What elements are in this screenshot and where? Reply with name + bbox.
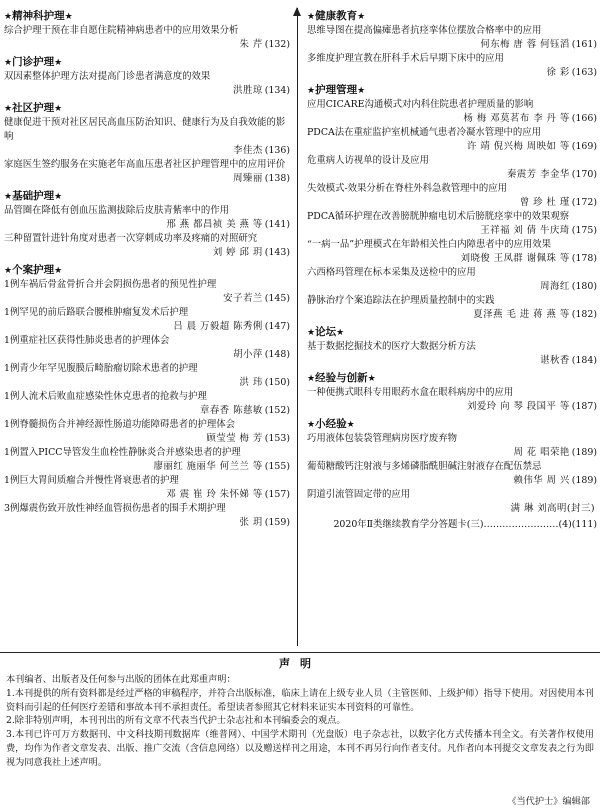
entry-title: 三种留置针进针角度对患者一次穿刺成功率及疼痛的对照研究 [4,233,258,244]
entry-author: 刘 婷 邱 玥 [212,247,263,258]
entry-page: (143) [264,247,290,258]
entry-author: 赖伟华 周 兴 [513,475,570,486]
toc-entry [307,126,597,154]
continuing-education-line: 2020年Ⅱ类继续教育学分答题卡(三)……………………(4)(111) [333,519,597,530]
entry-meta [307,140,597,154]
entry-title: 多维度护理宣教在肝科手术后早期下床中的应用 [307,53,504,64]
toc-entry [4,70,290,98]
section-heading-text: 论坛 [315,326,337,338]
star-icon: ★ [4,58,13,68]
section-heading [4,262,290,278]
entry-meta [4,348,290,362]
entry-author: 谌秋香 [540,355,570,366]
toc-entry [4,158,290,186]
toc-entry [4,306,290,334]
section-heading-text: 个案护理 [12,264,55,276]
toc-section [4,54,290,98]
entry-author: 满 琳 刘高明(封三) [510,503,595,514]
entry-title: 1例巨大胃间质瘤合并慢性肾衰患者的护理 [4,475,179,486]
entry-title: 失效模式-效果分析在脊柱外科急救管理中的应用 [307,183,508,194]
entry-author: 秦震芳 李金华 [507,169,570,180]
toc-entry [307,238,597,266]
star-icon: ★ [357,86,366,96]
entry-author: 邢 燕 都昌祯 美 燕 等 [166,219,263,230]
toc-entry [307,182,597,210]
entry-page: (187) [571,401,597,412]
entry-page: (161) [571,39,597,50]
entry-meta [307,446,597,460]
entry-page: (147) [264,321,290,332]
entry-title: 危重病人访视单的设计及应用 [307,155,429,166]
entry-author: 周 花 唱荣艳 [513,447,570,458]
entry-meta [307,38,597,52]
star-icon: ★ [4,192,13,202]
statement-item-3: 3.本刊已许可万方数据刊、中文科技期刊数据库（维普网）、中国学术期刊（光盘版）电子杂志社，以数字化方式传播本刊全文。有关著作权使用费，均作为作者文章发表、出版、推广交流（含信息网络）以及赠送样刊之用途，本刊不再另行向作者支付。凡作者向本刊提交文章发表之行为即视为同意我社上述声明。 [6,729,594,768]
entry-title: PDCA循环护理在改善膀胱肿瘤电切术后膀胱痉挛中的效果观察 [307,211,570,222]
toc-section [307,416,597,516]
star-icon: ★ [64,12,73,22]
star-icon: ★ [307,12,316,22]
entry-author: 洪 玮 [239,377,263,388]
entry-title: 1例重症社区获得性肺炎患者的护理体会 [4,335,170,346]
section-heading [4,8,290,24]
entry-page: (138) [264,173,290,184]
entry-page: (189) [571,475,597,486]
section-heading [307,416,597,432]
toc-entry [307,340,597,368]
section-heading-text: 门诊护理 [12,56,55,68]
entry-title: “一病一品”护理模式在年龄相关性白内障患者中的应用效果 [307,239,551,250]
toc-entry [4,446,290,474]
star-icon: ★ [307,328,316,338]
entry-author: 刘晓俊 王凤群 谢佩珠 等 [460,253,570,264]
entry-title: 巧用液体包装袋管理病房医疗废弃物 [307,433,458,444]
entry-page: (180) [571,281,597,292]
toc-entry [4,204,290,232]
toc-entry [307,460,597,488]
entry-page: (155) [264,461,290,472]
toc-section [4,262,290,530]
toc-entry [307,210,597,238]
entry-meta [307,400,597,414]
entry-title: 1例罕见的前后路联合腰椎肿瘤复发术后护理 [4,307,189,318]
entry-meta [4,218,290,232]
entry-page: (159) [264,517,290,528]
entry-title: 3例爆震伤致开放性神经血管损伤患者的围手术期护理 [4,503,226,514]
entry-author: 曾 珍 杜 瑾 [519,197,570,208]
entry-title: 健康促进干预对社区居民高血压防治知识、健康行为及自我效能的影响 [4,117,286,142]
entry-meta [307,196,597,210]
section-heading [4,54,290,70]
entry-meta [4,516,290,530]
section-heading-text: 精神科护理 [12,10,65,22]
entry-page: (189) [571,447,597,458]
entry-author: 刘爱玲 向 琴 段国平 等 [466,401,570,412]
entry-title: 1例车祸后骨盆骨折合并会阴损伤患者的预见性护理 [4,279,217,290]
entry-page: (182) [571,309,597,320]
toc-entry [307,294,597,322]
entry-page: (134) [264,85,290,96]
section-heading [307,82,597,98]
toc-entry [307,154,597,182]
star-icon: ★ [367,374,376,384]
entry-page: (170) [571,169,597,180]
toc-entry [307,488,597,516]
toc-entry [307,98,597,126]
star-icon: ★ [54,104,63,114]
toc-entry [4,362,290,390]
entry-title: 阴道引流管固定带的应用 [307,489,411,500]
entry-meta [307,112,597,126]
entry-meta [4,246,290,260]
entry-author: 安子若兰 [223,293,263,304]
entry-title: 1例青少年罕见腹膜后畸胎瘤切除术患者的护理 [4,363,198,374]
toc-entry [4,278,290,306]
section-heading [307,370,597,386]
entry-page: (148) [264,349,290,360]
toc-entry [4,24,290,52]
entry-page: (178) [571,253,597,264]
entry-page: (145) [264,293,290,304]
entry-author: 张 玥 [239,517,263,528]
statement-title: 声明 [279,657,321,670]
entry-meta [307,308,597,322]
statement-item-2: 2.除非特别声明，本刊刊出的所有文章不代表当代护士杂志社和本刊编委会的观点。 [6,715,346,727]
entry-page: (136) [264,145,290,156]
entry-title: 1例脊髓损伤合并神经源性肠道功能障碍患者的护理体会 [4,419,235,430]
entry-page: (166) [571,113,597,124]
toc-entry [4,418,290,446]
entry-title: 品管圈在降低有创血压监测拔除后皮肤青紫率中的作用 [4,205,230,216]
star-icon: ★ [4,266,13,276]
entry-title: 静脉治疗个案追踪法在护理质量控制中的实践 [307,295,495,306]
entry-author: 周海红 [540,281,570,292]
toc-section [4,188,290,260]
toc-entry [4,334,290,362]
entry-author: 何东梅 唐 蓉 何钰滔 [480,39,570,50]
entry-author: 章春香 陈慈敏 [200,405,263,416]
entry-page: (152) [264,405,290,416]
entry-author: 许 靖 倪兴梅 周映如 等 [466,141,570,152]
entry-title: 一种便携式眼科专用眼药水盒在眼科病房中的应用 [307,387,514,398]
toc-entry [307,432,597,460]
entry-meta [4,460,290,474]
entry-title: 家庭医生签约服务在实施老年高血压患者社区护理管理中的应用评价 [4,159,286,170]
star-icon: ★ [307,420,316,430]
toc-section [307,8,597,80]
toc-entry [307,386,597,414]
entry-author: 朱 芹 [239,39,263,50]
entry-author: 徐 彩 [546,67,570,78]
star-icon: ★ [336,328,345,338]
toc-left-column [4,8,290,648]
toc-entry [307,52,597,80]
star-icon: ★ [346,420,355,430]
section-heading [307,324,597,340]
entry-meta [4,488,290,502]
section-heading-text: 小经验 [315,418,347,430]
entry-title: 1例人流术后败血症感染性休克患者的抢救与护理 [4,391,207,402]
entry-title: PDCA法在重症监护室机械通气患者冷凝水管理中的应用 [307,127,542,138]
entry-author: 顾莹莹 梅 芳 [206,433,263,444]
entry-page: (172) [571,197,597,208]
entry-page: (163) [571,67,597,78]
entry-author: 杨 梅 邓莫茗布 李 丹 等 [463,113,570,124]
entry-author: 胡小萍 [233,349,263,360]
entry-page: (169) [571,141,597,152]
entry-author: 廖丽红 施丽华 何兰兰 等 [153,461,263,472]
column-divider-arrow [297,8,298,646]
section-heading-text: 社区护理 [12,102,55,114]
section-heading-text: 基础护理 [12,190,55,202]
toc-entry [307,266,597,294]
statement-signature: 《当代护士》编辑部 [507,796,590,807]
toc-entry [307,24,597,52]
toc-right-column [307,8,597,648]
entry-title: 基于数据挖掘技术的医疗大数据分析方法 [307,341,476,352]
entry-author: 吕 晨 万毅超 陈秀俐 [173,321,263,332]
entry-meta [4,376,290,390]
star-icon: ★ [4,104,13,114]
entry-title: 应用CICARE沟通模式对内科住院患者护理质量的影响 [307,99,534,110]
entry-meta [307,354,597,368]
toc-section [4,100,290,186]
statement-item-1: 1.本刊提供的所有资料都是经过严格的审稿程序，并符合出版标准，临床上请在上级专业人员（主管医师、上级护师）指导下使用。对因使用本刊资料而引起的任何医疗差错和事故本刊不承担责任。希望读者参照其它材料来证实本刊资料的可靠性。 [6,687,594,713]
entry-meta [4,292,290,306]
entry-title: 六西格玛管理在标本采集及送检中的应用 [307,267,476,278]
entry-meta [307,168,597,182]
star-icon: ★ [54,58,63,68]
section-heading [4,188,290,204]
entry-page: (141) [264,219,290,230]
entry-meta [4,432,290,446]
entry-author: 夏泽燕 毛 进 蒋 燕 等 [473,309,570,320]
statement-section [0,652,600,810]
toc-section [307,82,597,322]
statement-intro: 本刊编者、出版者及任何参与出版的团体在此郑重声明： [6,674,236,685]
entry-author: 邓 震 崔 玲 朱怀娣 等 [166,489,263,500]
entry-page: (157) [264,489,290,500]
toc-entry [4,232,290,260]
section-heading [307,8,597,24]
entry-meta [307,502,597,516]
star-icon: ★ [307,86,316,96]
entry-meta [4,84,290,98]
entry-title: 综合护理干预在非自愿住院精神病患者中的应用效果分析 [4,25,239,36]
entry-meta [307,66,597,80]
entry-meta [4,320,290,334]
entry-meta [4,144,290,158]
section-heading-text: 护理管理 [315,84,358,96]
star-icon: ★ [54,192,63,202]
entry-page: (150) [264,377,290,388]
entry-meta [4,38,290,52]
toc-section [307,324,597,368]
entry-author: 周臻丽 [233,173,263,184]
entry-author: 李佳杰 [233,145,263,156]
entry-page: (175) [571,225,597,236]
toc-section [4,8,290,52]
entry-title: 双因素整体护理方法对提高门诊患者满意度的效果 [4,71,211,82]
star-icon: ★ [357,12,366,22]
entry-title: 1例置入PICC导管发生血栓性静脉炎合并感染患者的护理 [4,447,241,458]
star-icon: ★ [54,266,63,276]
entry-page: (132) [264,39,290,50]
entry-meta [307,280,597,294]
star-icon: ★ [307,374,316,384]
toc-entry [4,474,290,502]
entry-page: (184) [571,355,597,366]
toc-entry [4,502,290,530]
toc-section [307,370,597,414]
star-icon: ★ [4,12,13,22]
toc-entry [4,116,290,158]
section-heading [4,100,290,116]
section-heading-text: 健康教育 [315,10,358,22]
entry-meta [307,224,597,238]
entry-meta [307,252,597,266]
entry-title: 思维导图在提高偏瘫患者抗痉挛体位摆放合格率中的应用 [307,25,542,36]
toc-entry [4,390,290,418]
entry-author: 洪胜琼 [233,85,263,96]
entry-meta [4,404,290,418]
entry-title: 葡萄糖酸钙注射液与多烯磷脂酰胆碱注射液存在配伍禁忌 [307,461,542,472]
section-heading-text: 经验与创新 [315,372,368,384]
entry-meta [307,474,597,488]
entry-page: (153) [264,433,290,444]
entry-meta [4,172,290,186]
entry-author: 王祥福 刘 倩 牛庆琦 [480,225,570,236]
